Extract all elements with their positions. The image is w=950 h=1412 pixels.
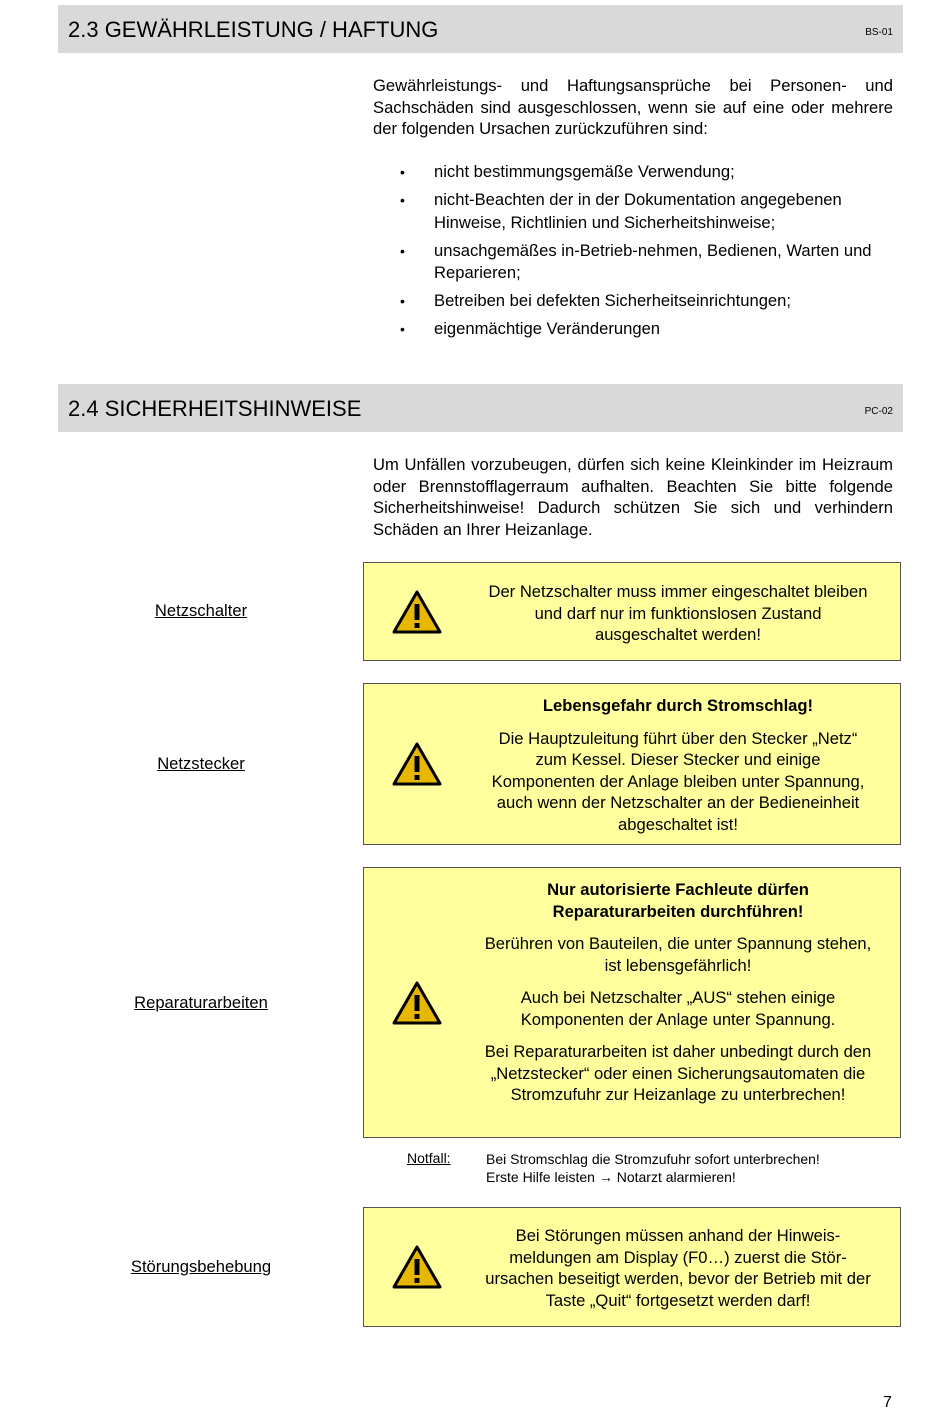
- warranty-intro-paragraph: Gewährleistungs- und Haftungsansprüche bei Personen- und Sachschäden sind ausgeschlossen, wenn sie auf eine oder mehrere der folgenden Ursachen zurückzuführen sind:: [373, 76, 893, 138]
- warning-triangle-icon: [392, 1245, 442, 1289]
- section-code: BS-01: [865, 27, 893, 38]
- warranty-cause-list: [400, 161, 900, 346]
- warning-triangle-icon: [392, 981, 442, 1025]
- warning-heading: Nur autorisierte Fachleute dürfen Reparaturarbeiten durchführen!: [547, 880, 809, 921]
- warning-text: Der Netzschalter muss immer eingeschaltet bleiben und darf nur im funktionslosen Zustand ausgeschaltet werden!: [488, 582, 868, 644]
- section-title: 2.4 SICHERHEITSHINWEISE: [68, 396, 362, 421]
- netzstecker-label: Netzstecker: [157, 754, 245, 773]
- warning-triangle-icon: [392, 742, 442, 786]
- bullet-icon: •: [400, 242, 405, 259]
- section-title: 2.3 GEWÄHRLEISTUNG / HAFTUNG: [68, 17, 439, 42]
- warning-text: [482, 879, 874, 1117]
- stoerung-warning-box: [363, 1207, 901, 1327]
- stoerungsbehebung-label: Störungsbehebung: [130, 1257, 272, 1276]
- list-item: • eigenmächtige Veränderungen: [400, 318, 900, 341]
- notfall-label: Notfall:: [407, 1150, 451, 1166]
- warning-body: Bei Reparaturarbeiten ist daher unbedingt durch den „Netzstecker“ oder einen Sicherungsautomaten die Stromzufuhr zur Heizanlage zu unterbrechen!: [484, 1042, 872, 1104]
- warning-heading: Lebensgefahr durch Stromschlag!: [542, 696, 814, 715]
- warning-body: Berühren von Bauteilen, die unter Spannung stehen, ist lebensgefährlich!: [484, 934, 872, 975]
- bullet-icon: •: [400, 192, 405, 208]
- section-header-2-3: [58, 5, 903, 53]
- warning-body: Auch bei Netzschalter „AUS“ stehen einige Komponenten der Anlage unter Spannung.: [520, 988, 836, 1029]
- netzschalter-label: Netzschalter: [154, 601, 248, 620]
- reparaturarbeiten-label: Reparaturarbeiten: [134, 993, 268, 1012]
- list-item: • nicht-Beachten der in der Dokumentation angegebenen Hinweise, Richtlinien und Sicherheitshinweise;: [400, 190, 842, 232]
- notfall-line: Erste Hilfe leisten → Notarzt alarmieren!: [486, 1169, 736, 1185]
- warning-text: [482, 695, 874, 846]
- notfall-text: [486, 1150, 820, 1186]
- notfall-line: Bei Stromschlag die Stromzufuhr sofort unterbrechen!: [486, 1151, 820, 1167]
- netzstecker-warning-box: [363, 683, 901, 845]
- warning-text: Bei Störungen müssen anhand der Hinweis-meldungen am Display (F0…) zuerst die Stör-ursachen beseitigt werden, bevor der Betrieb mit der Taste „Quit“ fortgesetzt werden darf!: [485, 1226, 871, 1310]
- bullet-icon: •: [400, 164, 405, 180]
- list-item: • nicht bestimmungsgemäße Verwendung;: [400, 161, 900, 184]
- bullet-icon: •: [400, 293, 405, 309]
- list-item: • Betreiben bei defekten Sicherheitseinrichtungen;: [400, 290, 900, 313]
- warning-body: Die Hauptzuleitung führt über den Stecker „Netz“ zum Kessel. Dieser Stecker und einige Komponenten der Anlage bleiben unter Spannung, auch wenn der Netzschalter an der Bedieneinheit abgeschaltet ist!: [491, 728, 865, 834]
- netzschalter-warning-box: [363, 562, 901, 661]
- section-header-2-4: [58, 384, 903, 432]
- list-item: • unsachgemäßes in-Betrieb-nehmen, Bedienen, Warten und Reparieren;: [400, 240, 872, 282]
- section-code: PC-02: [864, 406, 893, 417]
- reparatur-warning-box: [363, 867, 901, 1138]
- safety-intro-paragraph: Um Unfällen vorzubeugen, dürfen sich keine Kleinkinder im Heizraum oder Brennstofflagerraum aufhalten. Beachten Sie bitte folgende Sicherheitshinweise! Dadurch schützen Sie sich und verhindern Schäden an Ihrer Heizanlage.: [373, 455, 893, 539]
- page-number: 7: [883, 1394, 892, 1411]
- bullet-icon: •: [400, 321, 405, 337]
- warning-triangle-icon: [392, 590, 442, 634]
